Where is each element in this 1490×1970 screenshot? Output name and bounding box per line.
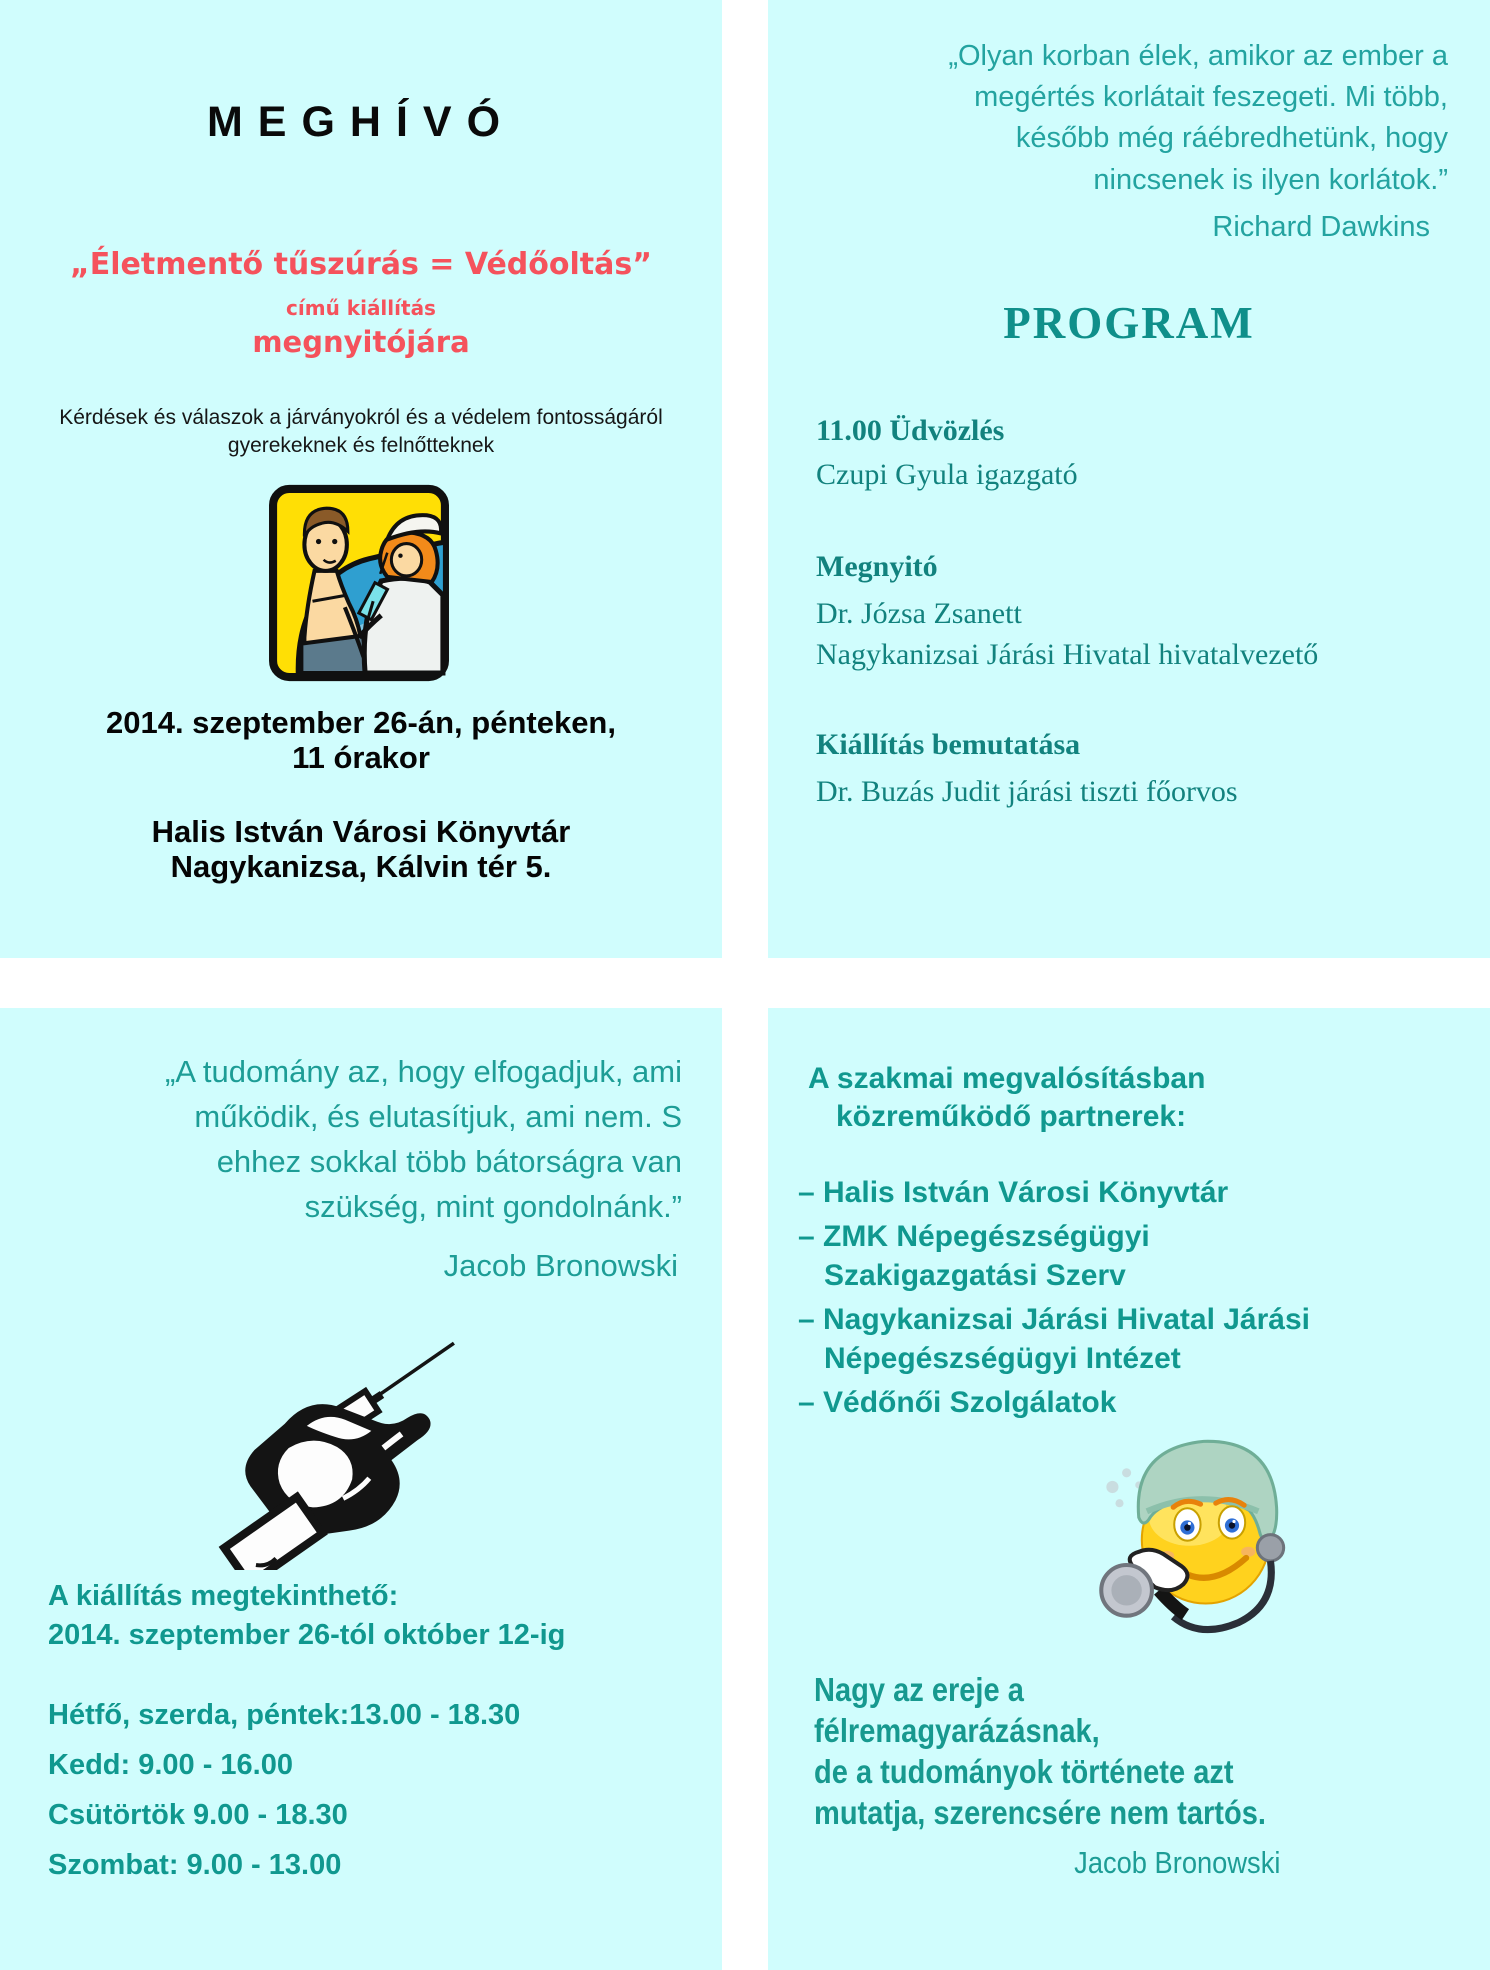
quote-line: Nagy az ereje a félremagyarázásnak, bbox=[814, 1671, 1100, 1749]
program-item-heading: Kiállítás bemutatása bbox=[816, 728, 1081, 761]
quote-line: ehhez sokkal több bátorságra van bbox=[216, 1143, 682, 1179]
quote-author: Jacob Bronowski bbox=[1074, 1844, 1281, 1880]
quote-line: mutatja, szerencsére nem tartós. bbox=[814, 1793, 1266, 1831]
quote-line: „A tudomány az, hogy elfogadjuk, ami bbox=[165, 1054, 682, 1089]
event-venue bbox=[0, 815, 722, 884]
program-item-person: Dr. Józsa Zsanett bbox=[816, 597, 1022, 630]
exhibition-subtitle: című kiállítás bbox=[286, 296, 436, 320]
event-time: 11 órakor bbox=[292, 739, 430, 775]
quote-line: nincsenek is ilyen korlátok.” bbox=[1093, 163, 1448, 196]
opening-dates: 2014. szeptember 26-tól október 12-ig bbox=[48, 1619, 566, 1651]
partners-heading-line-1: A szakmai megvalósításban bbox=[808, 1062, 1206, 1095]
panel-partners bbox=[768, 1008, 1490, 1970]
panel-opening-hours bbox=[0, 1008, 722, 1970]
program-title: PROGRAM bbox=[1003, 298, 1255, 348]
program-item-heading: Megnyitó bbox=[816, 550, 938, 583]
panel-invitation bbox=[0, 0, 722, 958]
quote-line: „Olyan korban élek, amikor az ember a bbox=[948, 40, 1448, 72]
description-line-1: Kérdések és válaszok a járványokról és a védelem fontosságáról bbox=[59, 406, 663, 429]
hours-row: Szombat: 9.00 - 13.00 bbox=[48, 1849, 342, 1881]
hours-row: Hétfő, szerda, péntek:13.00 - 18.30 bbox=[48, 1699, 521, 1731]
venue-address: Nagykanizsa, Kálvin tér 5. bbox=[170, 848, 552, 884]
quote-line: később még ráébredhetünk, hogy bbox=[1015, 122, 1448, 155]
quote-author: Richard Dawkins bbox=[1212, 210, 1430, 243]
partner-item: – Védőnői Szolgálatok bbox=[798, 1385, 1117, 1419]
quote-author: Jacob Bronowski bbox=[443, 1247, 678, 1283]
bronowski-quote-2 bbox=[814, 1670, 1307, 1882]
quote-line: de a tudományok története azt bbox=[814, 1752, 1234, 1790]
partner-item-continued: Szakigazgatási Szerv bbox=[824, 1258, 1126, 1292]
doctor-smiley-icon bbox=[1086, 1412, 1304, 1640]
quote-line: megértés korlátait feszegeti. Mi több, bbox=[974, 81, 1448, 114]
event-date bbox=[0, 706, 722, 775]
invitation-title: MEGHÍVÓ bbox=[206, 98, 516, 146]
partner-item: – Nagykanizsai Járási Hivatal Járási bbox=[798, 1303, 1310, 1337]
quote-line: szükség, mint gondolnánk.” bbox=[304, 1188, 682, 1224]
partner-item: – Halis István Városi Könyvtár bbox=[798, 1176, 1229, 1209]
exhibition-title: „Életmentő tűszúrás = Védőoltás” bbox=[70, 247, 652, 282]
hours-row: Kedd: 9.00 - 16.00 bbox=[48, 1749, 293, 1781]
partner-item-continued: Népegészségügyi Intézet bbox=[824, 1341, 1181, 1375]
description-line-2: gyerekeknek és felnőtteknek bbox=[227, 434, 495, 458]
partner-item: – ZMK Népegészségügyi bbox=[798, 1220, 1150, 1254]
program-item-person: Czupi Gyula igazgató bbox=[816, 458, 1078, 491]
program-item-person-title: Nagykanizsai Járási Hivatal hivatalvezető bbox=[816, 638, 1319, 671]
hours-row: Csütörtök 9.00 - 18.30 bbox=[48, 1799, 348, 1831]
opening-hours-list bbox=[48, 1690, 520, 1890]
event-date-line-1: 2014. szeptember 26-án, pénteken, bbox=[105, 705, 616, 740]
dawkins-quote bbox=[828, 36, 1448, 248]
exhibition-description bbox=[0, 404, 722, 461]
opening-heading: A kiállítás megtekinthető: bbox=[48, 1580, 399, 1612]
quote-line: működik, és elutasítjuk, ami nem. S bbox=[194, 1098, 682, 1134]
venue-name: Halis István Városi Könyvtár bbox=[151, 814, 571, 849]
panel-program bbox=[768, 0, 1490, 958]
program-item-person: Dr. Buzás Judit járási tiszti főorvos bbox=[816, 775, 1238, 808]
syringe-hand-icon bbox=[192, 1326, 464, 1570]
partners-heading-line-2: közreműködő partnerek: bbox=[836, 1099, 1187, 1133]
partners-list bbox=[798, 1168, 1310, 1422]
partners-heading bbox=[808, 1060, 1205, 1135]
exhibition-subtitle-2: megnyitójára bbox=[252, 325, 470, 359]
vaccination-illustration bbox=[268, 483, 450, 683]
bronowski-quote-1 bbox=[30, 1050, 682, 1289]
program-item-heading: 11.00 Üdvözlés bbox=[816, 414, 1005, 447]
